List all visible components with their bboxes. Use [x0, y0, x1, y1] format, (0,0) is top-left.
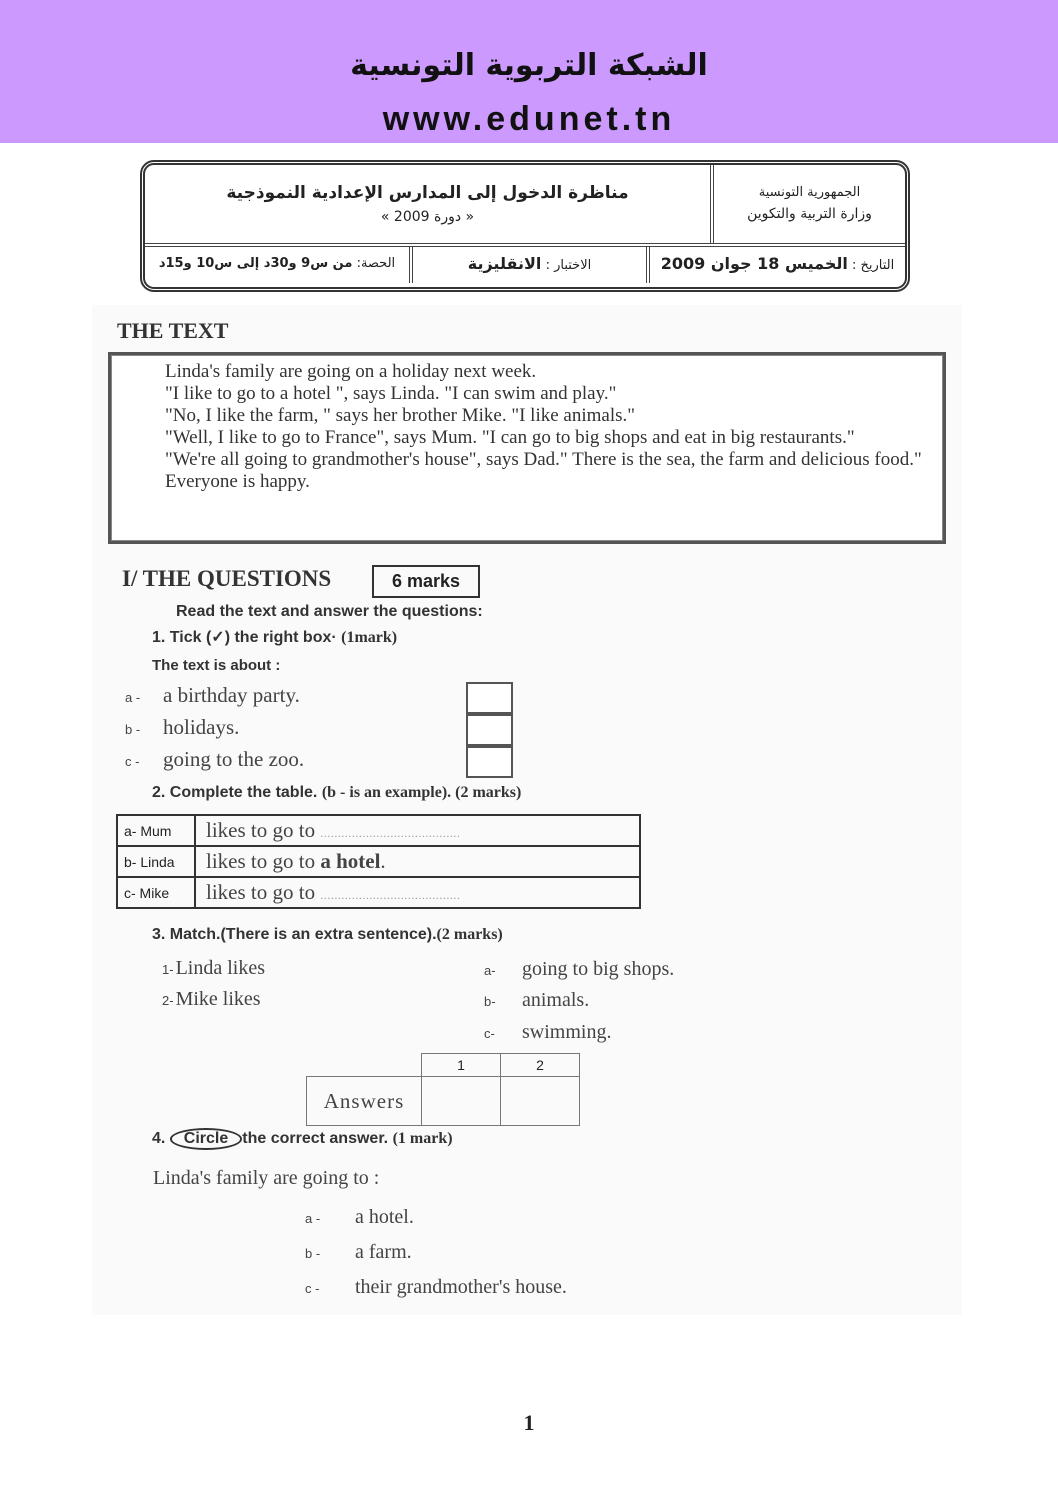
q2-sentence: likes to go to a hotel. [195, 846, 640, 877]
q1-stem: The text is about : [152, 657, 281, 674]
q1-option-a: a - a birthday party. [125, 683, 300, 707]
q2-person: b- Linda [117, 846, 195, 877]
q3-right-item-c: c- swimming. [484, 1021, 612, 1043]
answer-blank[interactable]: ........................................ [320, 888, 461, 902]
text-paragraph: "We're all going to grandmother's house", says Dad." There is the sea, the farm and delicious food." [165, 449, 922, 470]
text-paragraph: "Well, I like to go to France", says Mum. "I can go to big shops and eat in big restaurants." [165, 427, 855, 448]
marks-badge: 6 marks [372, 565, 480, 598]
questions-intro: Read the text and answer the questions: [176, 603, 483, 620]
table-row [117, 846, 640, 877]
banner-arabic-title: الشبكة التربوية التونسية [350, 48, 708, 83]
text-paragraph: Linda's family are going on a holiday next week. [165, 361, 537, 382]
table-row [307, 1054, 580, 1077]
text-paragraph: Everyone is happy. [165, 471, 310, 492]
q4-stem: Linda's family are going to : [153, 1167, 380, 1189]
banner-url: www.edunet.tn [382, 100, 676, 138]
q4-option-b[interactable]: b - a farm. [305, 1241, 412, 1263]
q1-checkbox-b[interactable] [466, 714, 513, 746]
q1-option-c: c - going to the zoo. [125, 747, 305, 771]
q2-sentence[interactable]: likes to go to ........................................ [195, 815, 640, 846]
exam-session: « دورة 2009 » [380, 209, 475, 225]
q3-prompt: 3. Match.(There is an extra sentence).(2 marks) [152, 926, 503, 943]
answers-column-header: 2 [501, 1054, 580, 1077]
q2-sentence[interactable]: likes to go to ........................................ [195, 877, 640, 908]
circle-word: Circle [170, 1128, 242, 1150]
answer-blank[interactable]: ........................................ [320, 826, 461, 840]
edunet-banner [0, 0, 1058, 143]
page-number: 1 [523, 1410, 535, 1435]
ministry-label: وزارة التربية والتكوين [747, 206, 872, 222]
reading-text-box [108, 352, 946, 544]
q2-table [116, 814, 641, 909]
q3-right-item-b: b- animals. [484, 989, 590, 1011]
table-row [117, 815, 640, 846]
table-row [117, 877, 640, 908]
q1-option-b: b - holidays. [125, 715, 240, 739]
text-paragraph: "No, I like the farm, " says her brother Mike. "I like animals." [165, 405, 636, 426]
q1-checkbox-a[interactable] [466, 682, 513, 714]
check-mark-icon: ✓ [211, 629, 225, 646]
exam-title: مناظرة الدخول إلى المدارس الإعدادية النموذجية [226, 183, 629, 203]
questions-title: I/ THE QUESTIONS [122, 566, 332, 591]
exam-header-box [140, 160, 910, 292]
q2-person: a- Mum [117, 815, 195, 846]
q1-checkbox-c[interactable] [466, 746, 513, 778]
q3-answers-table [306, 1053, 580, 1126]
text-section-title: THE TEXT [117, 318, 229, 343]
answer-cell[interactable] [422, 1077, 501, 1126]
q4-option-a[interactable]: a - a hotel. [305, 1206, 414, 1228]
q4-prompt: 4. Circle the correct answer. (1 mark) [152, 1128, 453, 1150]
q3-left-item-1: 1- Linda likes [162, 957, 265, 979]
q4-option-c[interactable]: c - their grandmother's house. [305, 1276, 567, 1298]
answer-cell[interactable] [501, 1077, 580, 1126]
text-paragraph: "I like to go to a hotel ", says Linda. "I can swim and play." [165, 383, 617, 404]
q3-left-item-2: 2- Mike likes [162, 988, 261, 1010]
q2-person: c- Mike [117, 877, 195, 908]
q1-prompt: 1. Tick (✓) the right box· (1mark) [152, 629, 398, 646]
exam-subject: الاختبار : الانقليزية [409, 247, 646, 283]
q2-prompt: 2. Complete the table. (b - is an example). (2 marks) [152, 784, 522, 801]
exam-time: الحصة: من س9 و30د إلى س10 و15د [158, 256, 396, 271]
q3-right-item-a: a- going to big shops. [484, 958, 675, 980]
table-row [307, 1077, 580, 1126]
answers-row-header: Answers [307, 1077, 422, 1126]
answers-column-header: 1 [422, 1054, 501, 1077]
exam-date: التاريخ : الخميس 18 جوان 2009 [646, 247, 905, 283]
republic-label: الجمهورية التونسية [758, 185, 861, 200]
